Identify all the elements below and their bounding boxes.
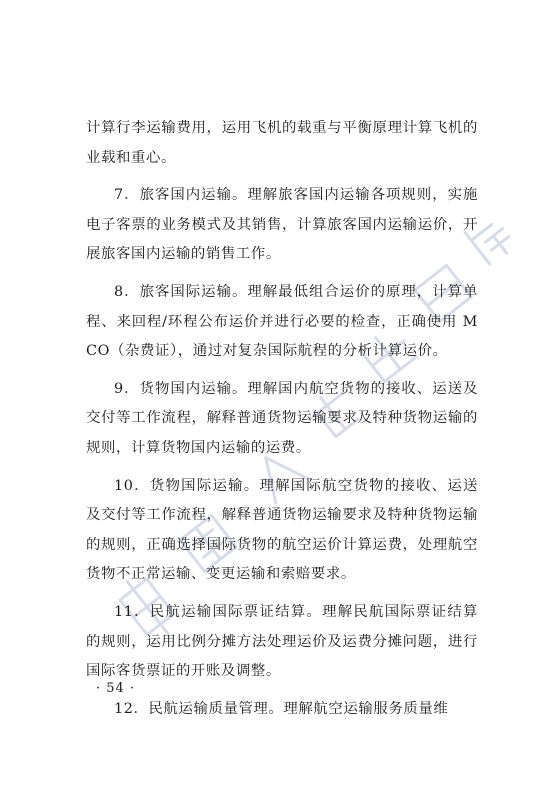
paragraph-item-9: 9．货物国内运输。理解国内航空货物的接收、运送及交付等工作流程，解释普通货物运输要求及特种货物运输的规则，计算货物国内运输的运费。 (86, 380, 478, 456)
paragraph-item-10: 10．货物国际运输。理解国际航空货物的接收、运送及交付等工作流程，解释普通货物运输要求及特种货物运输的规则，正确选择国际货物的航空运价计算运费，处理航空货物不正常运输、变更运输和索赔要求。 (86, 477, 478, 583)
paragraph-item-7: 7．旅客国内运输。理解旅客国内运输各项规则，实施电子客票的业务模式及其销售，计算旅客国内运输运价，开展旅客国内运输的销售工作。 (86, 187, 478, 263)
paragraph-item-8: 8．旅客国际运输。理解最低组合运价的原理，计算单程、来回程/环程公布运价并进行必要的检查，正确使用 MCO（杂费证），通过对复杂国际航程的分析计算运价。 (86, 283, 478, 360)
body-text (86, 114, 478, 732)
paragraph-item-11: 11．民航运输国际票证结算。理解民航国际票证结算的规则，运用比例分摊方法处理运价及运费分摊问题，进行国际客货票证的开账及调整。 (86, 603, 478, 680)
page-number: · 54 · (96, 681, 136, 696)
paragraph-continuation: 计算行李运输费用，运用飞机的载重与平衡原理计算飞机的业载和重心。 (86, 120, 478, 166)
paragraph-item-12: 12．民航运输质量管理。理解航空运输服务质量维 (114, 700, 449, 717)
